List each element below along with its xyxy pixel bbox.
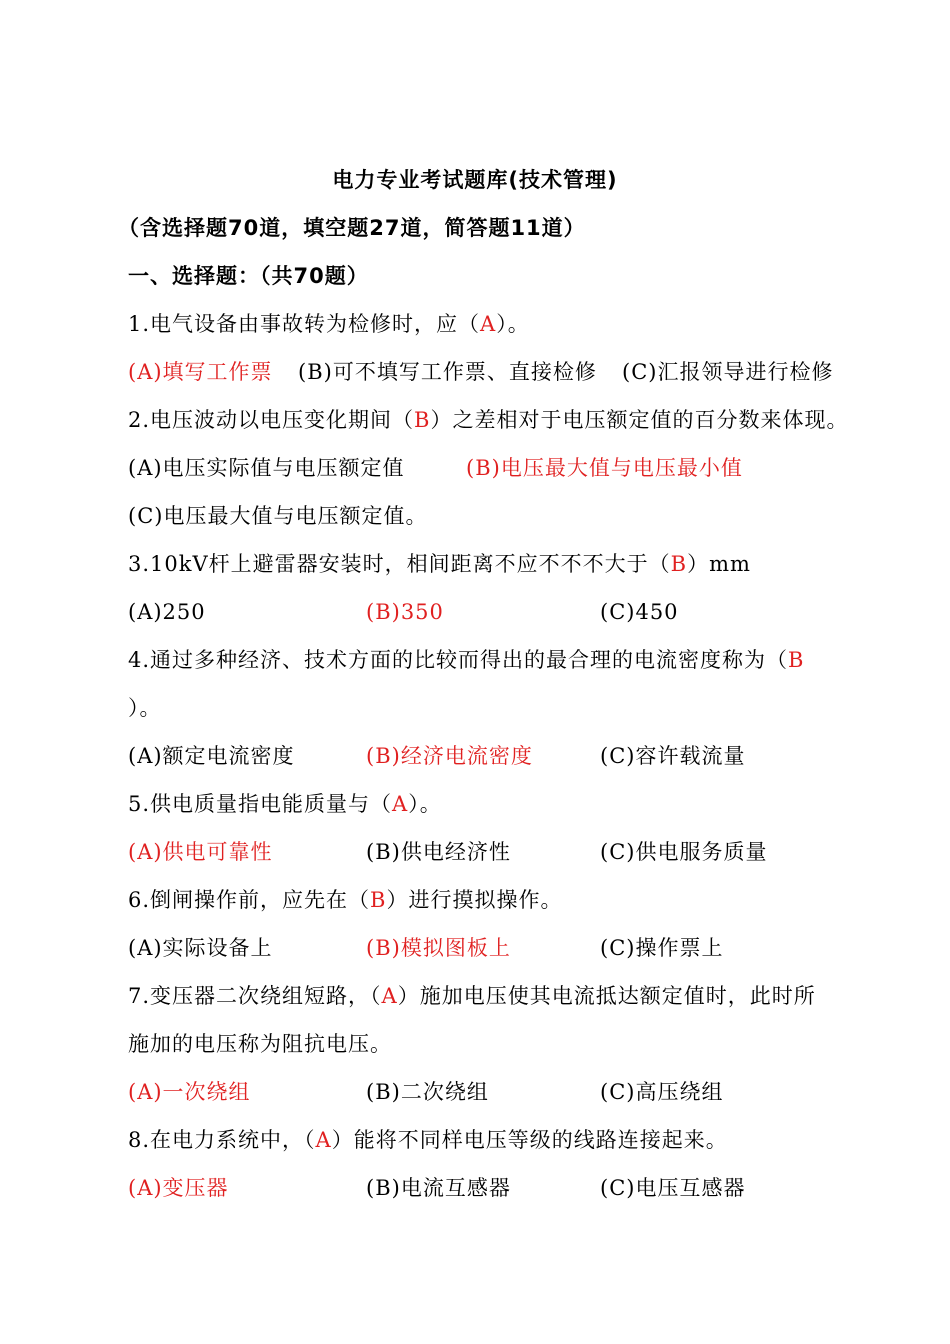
question-7-continuation: 施加的电压称为阻抗电压。 [128,1032,392,1056]
option-b: (B)可不填写工作票、直接检修 [298,360,597,384]
question-5 [128,790,442,818]
option-c: (C)汇报领导进行检修 [622,360,834,384]
question-text-end: ）。 [496,312,530,336]
answer-letter: A [392,792,409,816]
question-text: 5.供电质量指电能质量与（ [128,792,393,816]
question-text: 3.10kV杆上避雷器安装时，相间距离不应不不不大于（ [128,552,671,576]
option-a: (A)额定电流密度 [128,744,295,768]
question-text: 2.电压波动以电压变化期间（ [128,408,415,432]
option-a: (A)电压实际值与电压额定值 [128,456,405,480]
question-3 [128,550,751,578]
section-heading: 一、选择题：（共70题） [128,264,369,288]
option-b: (B)模拟图板上 [366,936,511,960]
option-b: (B)供电经济性 [366,840,511,864]
option-c: (C)操作票上 [600,936,724,960]
option-b: (B)350 [366,600,444,624]
question-text-end: ）之差相对于电压额定值的百分数来体现。 [430,408,849,432]
option-b: (B)电流互感器 [366,1176,511,1200]
option-b: (B)电压最大值与电压最小值 [466,456,743,480]
question-text: 8.在电力系统中，（ [128,1128,316,1152]
answer-letter: B [670,552,688,576]
question-1 [128,310,530,338]
option-a: (A)250 [128,600,206,624]
question-6 [128,886,562,914]
question-8 [128,1126,728,1154]
option-a: (A)实际设备上 [128,936,273,960]
option-a: (A)填写工作票 [128,360,273,384]
option-c: (C)高压绕组 [600,1080,724,1104]
answer-letter: A [315,1128,332,1152]
question-text: 4.通过多种经济、技术方面的比较而得出的最合理的电流密度称为（ [128,648,789,672]
question-text: 6.倒闸操作前，应先在（ [128,888,371,912]
question-4-continuation: ）。 [128,696,162,720]
answer-letter: B [370,888,387,912]
option-a: (A)供电可靠性 [128,840,273,864]
question-text: 7.变压器二次绕组短路，（ [128,984,382,1008]
question-text-end: ）。 [408,792,442,816]
option-c: (C)供电服务质量 [600,840,768,864]
page-subtitle: （含选择题70道，填空题27道，简答题11道） [118,216,586,240]
option-a: (A)一次绕组 [128,1080,251,1104]
page-title: 电力专业考试题库(技术管理) [332,168,618,192]
answer-letter: A [480,312,497,336]
option-b: (B)二次绕组 [366,1080,489,1104]
option-a: (A)变压器 [128,1176,229,1200]
question-text-end: ）mm [687,552,751,576]
option-c: (C)450 [600,600,679,624]
question-2 [128,406,848,434]
question-4 [128,646,804,674]
answer-letter: A [381,984,398,1008]
question-text-end: ）施加电压使其电流抵达额定值时，此时所 [397,984,816,1008]
answer-letter: B [414,408,431,432]
option-c: (C)电压互感器 [600,1176,746,1200]
answer-letter: B [788,648,805,672]
question-text: 1.电气设备由事故转为检修时，应（ [128,312,481,336]
question-text-end: ）进行摸拟操作。 [386,888,563,912]
option-b: (B)经济电流密度 [366,744,533,768]
question-text-end: ）能将不同样电压等级的线路连接起来。 [331,1128,728,1152]
option-c: (C)容许载流量 [600,744,746,768]
question-7 [128,982,816,1010]
option-c: (C)电压最大值与电压额定值。 [128,504,428,528]
